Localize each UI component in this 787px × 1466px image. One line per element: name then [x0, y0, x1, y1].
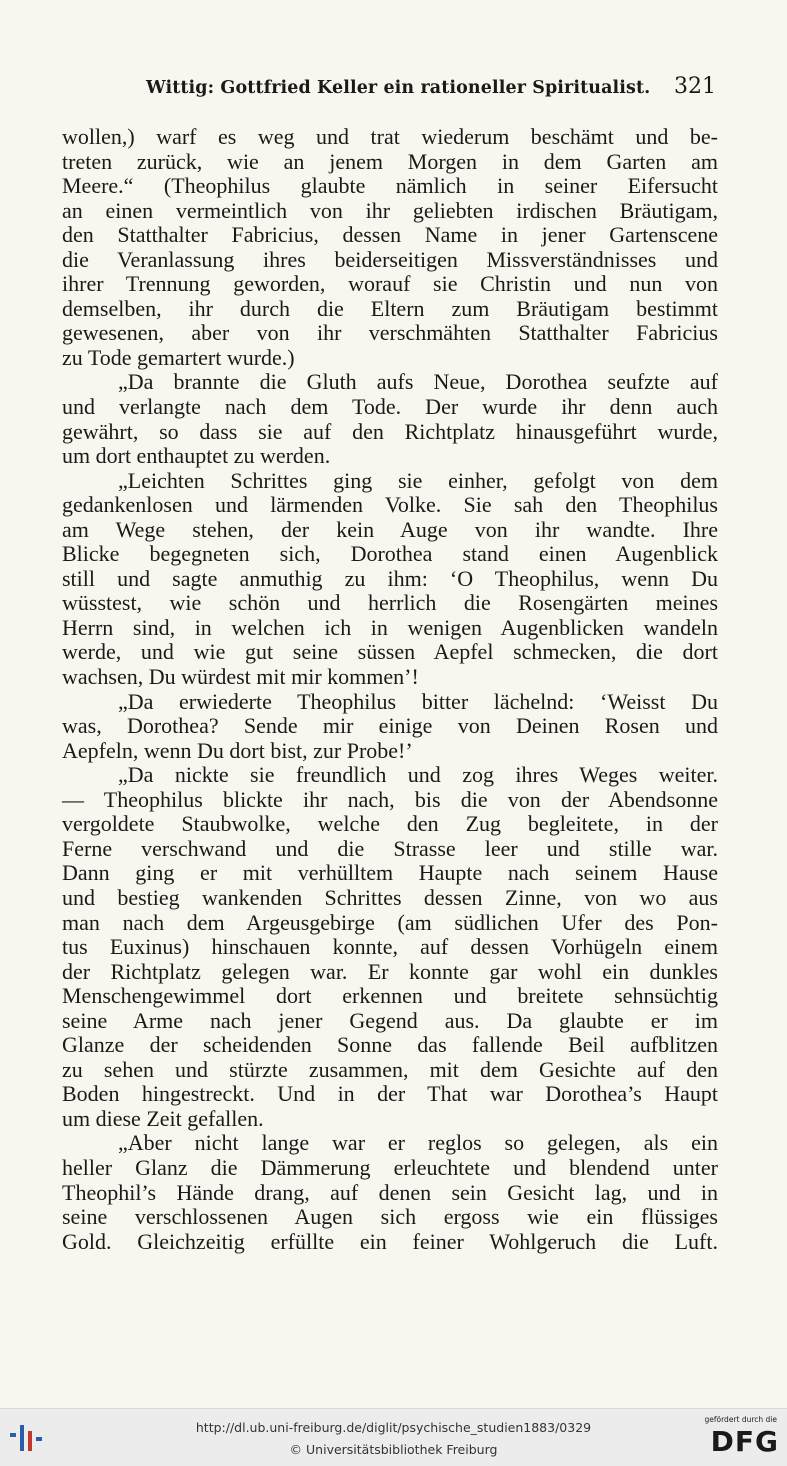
text-line: gedankenlosen und lärmenden Volke. Sie sah den Theophilus [62, 492, 718, 518]
text-line: den Statthalter Fabricius, dessen Name in jener Gartenscene [62, 222, 718, 248]
copyright-notice: © Universitätsbibliothek Freiburg [289, 1442, 498, 1457]
text-line: Ferne verschwand und die Strasse leer und stille war. [62, 835, 718, 861]
text-line: werde, und wie gut seine süssen Aepfel schmecken, die dort [62, 639, 718, 665]
text-line: wollen,) warf es weg und trat wiederum beschämt und be- [62, 124, 718, 149]
text-line: Meere.“ (Theophilus glaubte nämlich in seiner Eifersucht [62, 173, 718, 199]
dfg-caption: gefördert durch die [704, 1415, 777, 1424]
text-line: Glanze der scheidenden Sonne das fallende Beil aufblitzen [62, 1032, 718, 1058]
text-line: „Da nickte sie freundlich und zog ihres Weges weiter. [118, 762, 718, 788]
page-header [62, 76, 718, 106]
text-line: an einen vermeintlich von ihr geliebten irdischen Bräutigam, [62, 197, 718, 223]
text-line: Gold. Gleichzeitig erfüllte ein feiner Wohlgeruch die Luft. [62, 1228, 718, 1254]
viewer-footer [0, 1408, 787, 1466]
text-line: um diese Zeit gefallen. [62, 1105, 264, 1131]
text-line: gewesenen, aber von ihr verschmähten Statthalter Fabricius [62, 320, 718, 346]
text-line: Blicke begegneten sich, Dorothea stand einen Augenblick [62, 541, 718, 567]
text-line: die Veranlassung ihres beiderseitigen Missverständnisses und [62, 246, 718, 272]
text-line: Dann ging er mit verhülltem Haupte nach seinem Hause [62, 860, 718, 886]
text-line: seine Arme nach jener Gegend aus. Da glaubte er im [62, 1007, 718, 1033]
text-line: zu sehen und stürzte zusammen, mit dem Gesichte auf den [62, 1056, 718, 1082]
text-line: treten zurück, wie an jenem Morgen in dem Garten am [62, 148, 718, 174]
text-line: Boden hingestreckt. Und in der That war Dorothea’s Haupt [62, 1081, 718, 1107]
text-line: um dort enthauptet zu werden. [62, 443, 331, 469]
text-line: ihrer Trennung geworden, worauf sie Christin und nun von [62, 271, 718, 297]
text-line: Menschengewimmel dort erkennen und breitete sehnsüchtig [62, 983, 718, 1009]
running-head: Wittig: Gottfried Keller ein rationeller Spiritualist. [146, 78, 651, 98]
text-line: seine verschlossenen Augen sich ergoss wie ein flüssiges [62, 1204, 718, 1230]
page-number: 321 [674, 74, 716, 99]
text-line: Aepfeln, wenn Du dort bist, zur Probe!’ [62, 737, 413, 763]
text-line: der Richtplatz gelegen war. Er konnte gar wohl ein dunkles [62, 958, 718, 984]
text-line: „Da brannte die Gluth aufs Neue, Dorothea seufzte auf [118, 369, 718, 395]
text-line: Herrn sind, in welchen ich in wenigen Augenblicken wandeln [62, 614, 718, 640]
text-line: demselben, ihr durch die Eltern zum Bräutigam bestimmt [62, 295, 718, 321]
text-line: „Da erwiederte Theophilus bitter lächelnd: ‘Weisst Du [118, 688, 718, 714]
text-line: — Theophilus blickte ihr nach, bis die von der Abendsonne [62, 786, 718, 812]
text-line: was, Dorothea? Sende mir einige von Deinen Rosen und [62, 713, 718, 739]
text-line: tus Euxinus) hinschauen konnte, auf dessen Vorhügeln einem [62, 934, 718, 960]
text-line: wüsstest, wie schön und herrlich die Rosengärten meines [62, 590, 718, 616]
text-line: man nach dem Argeusgebirge (am südlichen Ufer des Pon- [62, 909, 718, 935]
text-line: still und sagte anmuthig zu ihm: ‘O Theophilus, wenn Du [62, 565, 718, 591]
text-line: gewährt, so dass sie auf den Richtplatz hinausgeführt wurde, [62, 418, 718, 444]
text-line: zu Tode gemartert wurde.) [62, 344, 295, 370]
text-line: und bestieg wankenden Schrittes dessen Zinne, von wo aus [62, 884, 718, 910]
text-line: und verlangte nach dem Tode. Der wurde ihr denn auch [62, 394, 718, 420]
text-line: am Wege stehen, der kein Auge von ihr wandte. Ihre [62, 516, 718, 542]
text-line: vergoldete Staubwolke, welche den Zug begleitete, in der [62, 811, 718, 837]
body-text [62, 125, 718, 1254]
text-line: „Aber nicht lange war er reglos so gelegen, als ein [118, 1130, 718, 1156]
text-line: Theophil’s Hände drang, auf denen sein Gesicht lag, und in [62, 1179, 718, 1205]
dfg-logo: DFG [710, 1425, 779, 1458]
document-url[interactable]: http://dl.ub.uni-freiburg.de/diglit/psychische_studien1883/0329 [195, 1420, 592, 1435]
text-line: wachsen, Du würdest mit mir kommen’! [62, 664, 419, 690]
text-line: heller Glanz die Dämmerung erleuchtete und blendend unter [62, 1154, 718, 1180]
text-line: „Leichten Schrittes ging sie einher, gefolgt von dem [118, 467, 718, 493]
